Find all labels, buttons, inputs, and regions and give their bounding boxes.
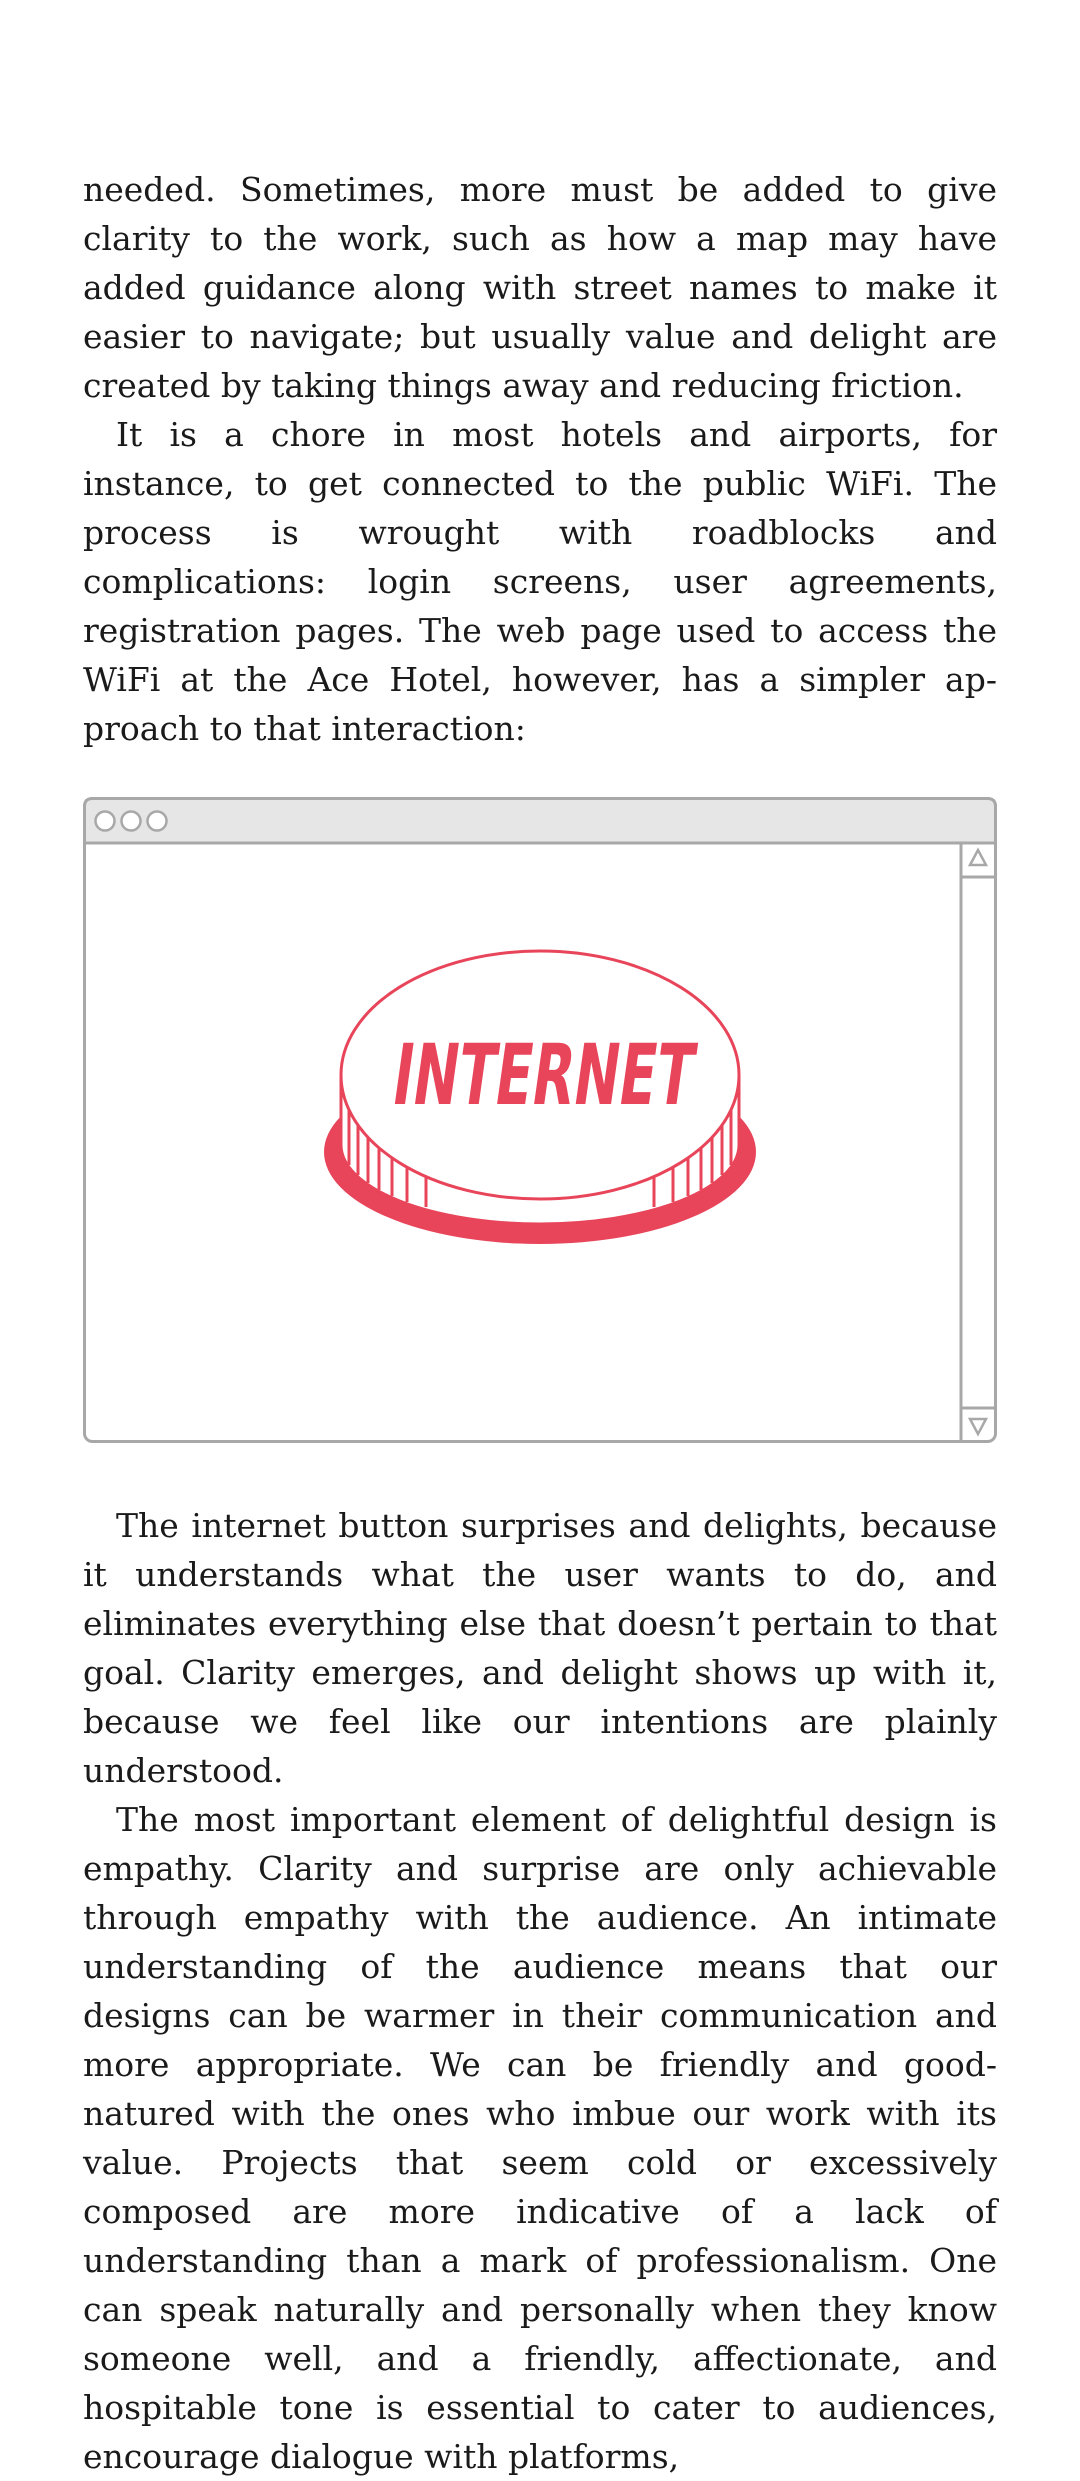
paragraph-wifi-chore: It is a chore in most hotels and airports, for instance, to get connected to the public WiFi. The process is wrought with roadblocks and complications: login screens, user agreements, registration pages. The web page used to access the WiFi at the Ace Hotel, however, has a simpler approach to that interaction:	[83, 415, 997, 748]
close-window-icon[interactable]	[96, 812, 115, 831]
maximize-window-icon[interactable]	[148, 812, 167, 831]
window-title-bar	[85, 799, 996, 844]
paragraph-continuation: needed. Sometimes, more must be added to give clarity to the work, such as how a map may have added guidance along with street names to make it easier to navigate; but usually value and delight are created by taking things away and reducing friction.	[83, 170, 997, 405]
browser-window-illustration	[83, 797, 997, 1445]
window-buttons-icon[interactable]	[96, 812, 167, 831]
internet-button-label[interactable]: INTERNET	[387, 1026, 867, 1124]
book-page	[83, 165, 997, 2481]
paragraph-empathy: The most important element of delightful design is empathy. Clarity and surprise are only achievable through empathy with the audience. An intimate understanding of the audience means that our designs can be warmer in their communication and more appropriate. We can be friendly and good-natured with the ones who imbue our work with its value. Projects that seem cold or excessively composed are more indicative of a lack of understanding than a mark of professionalism. One can speak naturally and personally when they know someone well, and a friendly, affectionate, and hospitable tone is essential to cater to audiences, encourage dialogue with platforms,	[83, 1800, 997, 2476]
paragraph-internet-button: The internet button surprises and delights, because it understands what the user wants to do, and eliminates everything else that doesn’t pertain to that goal. Clarity emerges, and delight shows up with it, because we feel like our intentions are plainly understood.	[83, 1506, 997, 1790]
minimize-window-icon[interactable]	[122, 812, 141, 831]
internet-button[interactable]	[324, 951, 867, 1244]
browser-window-svg	[83, 797, 997, 1445]
